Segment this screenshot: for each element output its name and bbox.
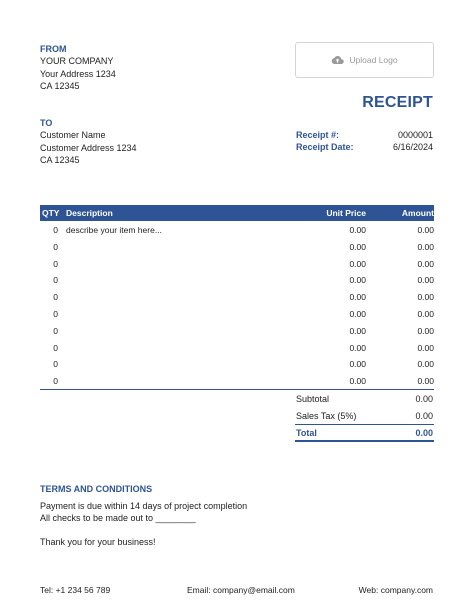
row-unit-price: 0.00	[349, 325, 366, 336]
header-qty: QTY	[42, 208, 60, 218]
to-address: Customer Address 1234	[40, 142, 137, 153]
receipt-date-label: Receipt Date:	[296, 142, 354, 152]
table-row	[40, 255, 434, 272]
table-row	[40, 305, 434, 322]
row-qty: 0	[53, 275, 58, 286]
row-qty: 0	[53, 258, 58, 269]
from-label: FROM	[40, 44, 67, 54]
upload-logo-button[interactable]	[295, 42, 434, 78]
footer-tel: Tel: +1 234 56 789	[40, 585, 111, 595]
row-qty: 0	[53, 325, 58, 336]
from-company: YOUR COMPANY	[40, 56, 114, 66]
header-description: Description	[66, 208, 113, 218]
to-label: TO	[40, 118, 53, 128]
receipt-date-row	[296, 142, 433, 152]
cloud-upload-icon	[331, 55, 344, 65]
row-qty: 0	[53, 342, 58, 353]
header-amount: Amount	[401, 208, 434, 218]
from-city: CA 12345	[40, 81, 80, 91]
row-amount: 0.00	[417, 275, 434, 286]
terms-line-2: All checks to be made out to ________	[40, 513, 196, 523]
row-qty: 0	[53, 359, 58, 370]
header-unit-price: Unit Price	[326, 208, 366, 218]
items-table	[40, 205, 434, 389]
row-amount: 0.00	[417, 376, 434, 387]
terms-label: TERMS AND CONDITIONS	[40, 484, 153, 494]
subtotal-label: Subtotal	[296, 394, 330, 404]
row-unit-price: 0.00	[349, 275, 366, 286]
table-header	[40, 205, 434, 221]
row-unit-price: 0.00	[349, 342, 366, 353]
thanks-message: Thank you for your business!	[40, 537, 156, 547]
row-amount: 0.00	[417, 325, 434, 336]
footer-web: Web: company.com	[358, 585, 433, 595]
total-top-divider	[295, 424, 434, 425]
total-value: 0.00	[415, 428, 433, 438]
row-unit-price: 0.00	[349, 376, 366, 387]
total-row	[296, 428, 433, 438]
receipt-number-label: Receipt #:	[296, 130, 340, 140]
total-bottom-divider	[295, 440, 434, 442]
row-unit-price: 0.00	[349, 292, 366, 303]
subtotal-row	[296, 394, 433, 404]
row-amount: 0.00	[417, 292, 434, 303]
table-row	[40, 339, 434, 356]
to-city: CA 12345	[40, 155, 80, 165]
row-qty: 0	[53, 241, 58, 252]
document-title: RECEIPT	[362, 94, 433, 111]
receipt-date-value: 6/16/2024	[392, 142, 433, 152]
row-unit-price: 0.00	[349, 308, 366, 319]
row-amount: 0.00	[417, 359, 434, 370]
subtotal-value: 0.00	[415, 394, 433, 404]
row-qty: 0	[53, 376, 58, 387]
upload-logo-label: Upload Logo	[349, 55, 398, 65]
row-unit-price: 0.00	[349, 241, 366, 252]
table-row	[40, 322, 434, 339]
from-address: Your Address 1234	[40, 68, 116, 79]
sales-tax-value: 0.00	[415, 411, 433, 421]
receipt-number-row	[296, 130, 433, 140]
table-row	[40, 221, 434, 238]
sales-tax-row	[296, 411, 433, 421]
table-row	[40, 271, 434, 288]
footer-email: Email: company@email.com	[187, 585, 295, 595]
row-amount: 0.00	[417, 241, 434, 252]
to-name: Customer Name	[40, 130, 106, 140]
row-unit-price: 0.00	[349, 359, 366, 370]
sales-tax-label: Sales Tax (5%)	[296, 411, 357, 421]
receipt-number-value: 0000001	[397, 130, 433, 140]
table-row	[40, 288, 434, 305]
total-label: Total	[296, 428, 317, 438]
row-qty: 0	[53, 308, 58, 319]
row-amount: 0.00	[417, 308, 434, 319]
table-bottom-divider	[40, 389, 434, 390]
row-amount: 0.00	[417, 342, 434, 353]
terms-line-1: Payment is due within 14 days of project completion	[40, 501, 248, 511]
row-description: describe your item here...	[66, 225, 162, 235]
row-unit-price: 0.00	[349, 225, 366, 235]
row-amount: 0.00	[417, 258, 434, 269]
table-row	[40, 372, 434, 389]
row-qty: 0	[53, 292, 58, 303]
row-qty: 0	[53, 225, 58, 235]
table-row	[40, 355, 434, 372]
row-unit-price: 0.00	[349, 258, 366, 269]
table-row	[40, 238, 434, 255]
row-amount: 0.00	[417, 225, 434, 235]
